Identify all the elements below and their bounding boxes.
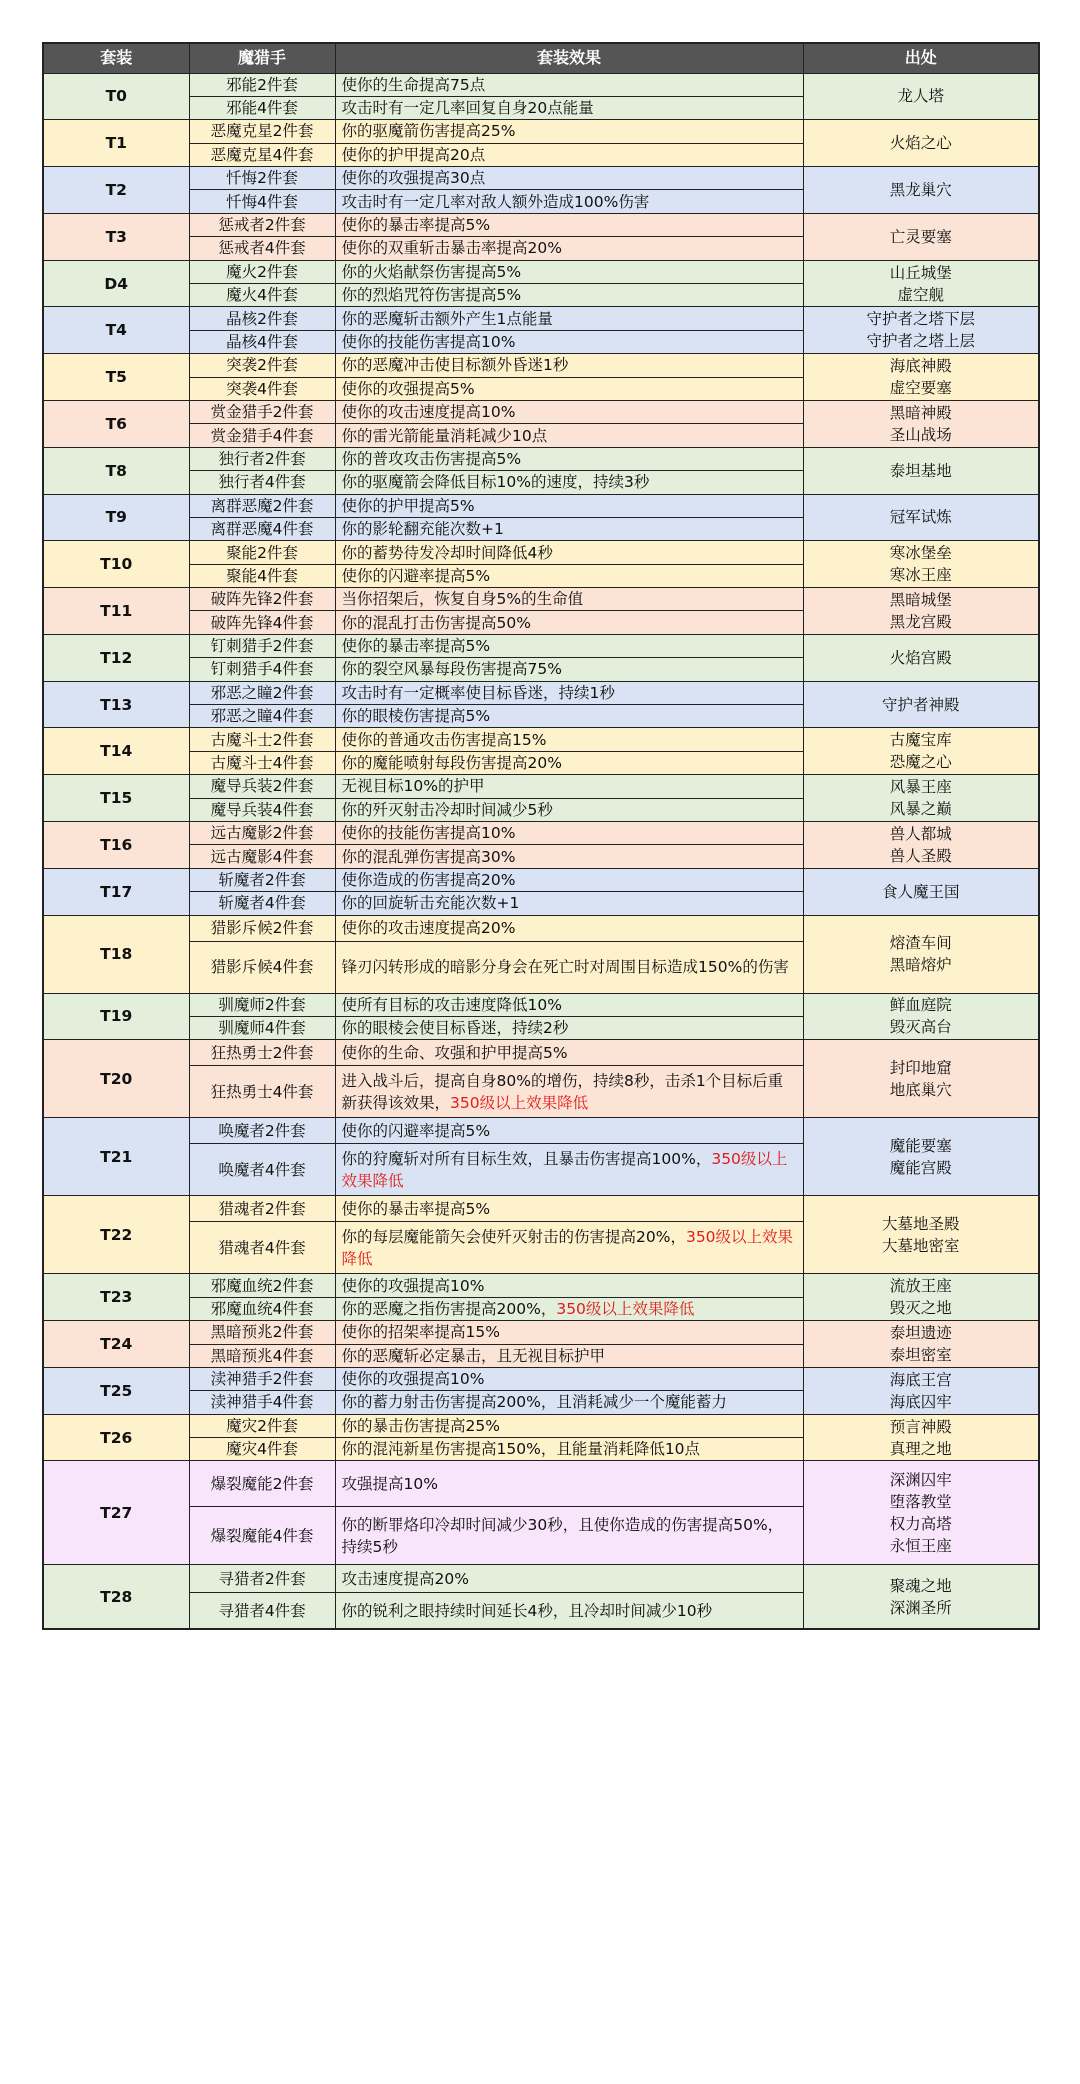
set-name-cell: 爆裂魔能4件套 (189, 1507, 335, 1565)
set-name-cell: 晶核2件套 (189, 307, 335, 330)
set-effect-cell (335, 494, 803, 517)
set-effect-cell (335, 120, 803, 143)
set-name-cell: 斩魔者2件套 (189, 868, 335, 891)
set-effect-cell (335, 751, 803, 774)
table-row (43, 915, 1039, 941)
effect-text: 你的裂空风暴每段伤害提高75% (341, 660, 562, 679)
set-effect-cell (335, 822, 803, 845)
source-cell: 海底神殿 虚空要塞 (803, 354, 1039, 401)
set-effect-cell (335, 167, 803, 190)
table-row (43, 494, 1039, 517)
table-row (43, 868, 1039, 891)
set-effect-cell (335, 190, 803, 213)
set-effect-cell (335, 1414, 803, 1437)
set-effect-cell (335, 681, 803, 704)
effect-text: 使你的普通攻击伤害提高15% (341, 730, 547, 749)
set-effect-cell (335, 517, 803, 540)
set-effect-cell (335, 1144, 803, 1196)
set-name-cell: 独行者2件套 (189, 447, 335, 470)
set-name-cell: 唤魔者4件套 (189, 1144, 335, 1196)
tier-cell: T3 (43, 213, 189, 260)
tier-cell: T27 (43, 1461, 189, 1565)
set-name-cell: 惩戒者4件套 (189, 237, 335, 260)
table-row (43, 447, 1039, 470)
set-effect-cell (335, 1040, 803, 1066)
table-row (43, 1367, 1039, 1390)
effect-text: 使你的攻强提高5% (341, 379, 475, 398)
table-header (43, 43, 1039, 73)
table-row (43, 634, 1039, 657)
effect-text: 你的蓄力射击伤害提高200%，且消耗减少一个魔能蓄力 (341, 1393, 727, 1412)
effect-text: 你的恶魔冲击使目标额外昏迷1秒 (341, 356, 569, 375)
source-cell: 熔渣车间 黑暗熔炉 (803, 915, 1039, 993)
set-name-cell: 邪恶之瞳2件套 (189, 681, 335, 704)
source-cell: 火焰之心 (803, 120, 1039, 167)
set-effect-cell (335, 1118, 803, 1144)
source-cell: 大墓地圣殿 大墓地密室 (803, 1196, 1039, 1274)
set-effect-cell (335, 1438, 803, 1461)
table-row (43, 260, 1039, 283)
set-effect-cell (335, 564, 803, 587)
set-name-cell: 赏金猎手4件套 (189, 424, 335, 447)
set-name-cell: 魔火2件套 (189, 260, 335, 283)
set-effect-cell (335, 1321, 803, 1344)
tier-cell: T23 (43, 1274, 189, 1321)
header-set: 套装 (43, 43, 189, 73)
table-row (43, 1118, 1039, 1144)
set-effect-cell (335, 915, 803, 941)
effect-text: 使你的攻击速度提高20% (341, 919, 516, 938)
source-cell: 聚魂之地 深渊圣所 (803, 1565, 1039, 1629)
set-effect-cell (335, 1507, 803, 1565)
tier-cell: T17 (43, 868, 189, 915)
effect-text: 使你的暴击率提高5% (341, 1199, 491, 1218)
set-name-cell: 魔导兵装2件套 (189, 775, 335, 798)
level-warning-text: 350级以上效果降低 (450, 1093, 589, 1112)
effect-text: 你的驱魔箭会降低目标10%的速度，持续3秒 (341, 473, 650, 492)
set-name-cell: 邪恶之瞳4件套 (189, 705, 335, 728)
set-effect-cell (335, 798, 803, 821)
effect-text: 攻击速度提高20% (341, 1569, 469, 1588)
set-effect-cell (335, 775, 803, 798)
table-row (43, 775, 1039, 798)
set-name-cell: 渎神猎手4件套 (189, 1391, 335, 1414)
set-name-cell: 邪魔血统4件套 (189, 1297, 335, 1320)
set-name-cell: 古魔斗士2件套 (189, 728, 335, 751)
set-name-cell: 黑暗预兆4件套 (189, 1344, 335, 1367)
set-name-cell: 渎神猎手2件套 (189, 1367, 335, 1390)
effect-text: 使你的技能伤害提高10% (341, 332, 516, 351)
set-name-cell: 恶魔克星4件套 (189, 143, 335, 166)
set-effect-cell (335, 1391, 803, 1414)
effect-text: 你的恶魔之指伤害提高200%， (341, 1299, 557, 1318)
source-cell: 冠军试炼 (803, 494, 1039, 541)
source-cell: 古魔宝库 恐魔之心 (803, 728, 1039, 775)
source-cell: 兽人都城 兽人圣殿 (803, 822, 1039, 869)
tier-cell: T2 (43, 167, 189, 214)
set-name-cell: 邪能2件套 (189, 73, 335, 96)
effect-text: 使你的攻强提高30点 (341, 169, 486, 188)
set-name-cell: 远古魔影4件套 (189, 845, 335, 868)
tier-cell: T6 (43, 400, 189, 447)
tier-cell: T15 (43, 775, 189, 822)
effect-text: 你的雷光箭能量消耗减少10点 (341, 426, 548, 445)
source-cell: 黑龙巢穴 (803, 167, 1039, 214)
set-effect-cell (335, 1274, 803, 1297)
source-cell: 海底王宫 海底囚牢 (803, 1367, 1039, 1414)
effect-text: 你的每层魔能箭矢会使歼灭射击的伤害提高20%， (341, 1227, 686, 1246)
tier-cell: T12 (43, 634, 189, 681)
set-effect-cell (335, 1461, 803, 1507)
effect-text: 使你的技能伤害提高10% (341, 824, 516, 843)
set-name-cell: 寻猎者2件套 (189, 1565, 335, 1593)
set-name-cell: 破阵先锋4件套 (189, 611, 335, 634)
tier-cell: T13 (43, 681, 189, 728)
effect-text: 使你的闪避率提高5% (341, 566, 491, 585)
tier-cell: T22 (43, 1196, 189, 1274)
set-effect-cell (335, 1066, 803, 1118)
set-name-cell: 突袭2件套 (189, 354, 335, 377)
set-effect-cell (335, 658, 803, 681)
source-cell: 风暴王座 风暴之巅 (803, 775, 1039, 822)
table-row (43, 681, 1039, 704)
table-row (43, 1565, 1039, 1593)
tier-cell: T28 (43, 1565, 189, 1629)
table-row (43, 588, 1039, 611)
tier-cell: T24 (43, 1321, 189, 1368)
set-effect-cell (335, 728, 803, 751)
set-effect-cell (335, 284, 803, 307)
effect-text: 你的暴击伤害提高25% (341, 1416, 500, 1435)
effect-text: 使你的护甲提高20点 (341, 145, 486, 164)
set-effect-cell (335, 73, 803, 96)
set-effect-cell (335, 260, 803, 283)
set-effect-cell (335, 868, 803, 891)
tier-cell: T4 (43, 307, 189, 354)
tier-cell: T26 (43, 1414, 189, 1461)
set-effect-cell (335, 96, 803, 119)
table-row (43, 1461, 1039, 1507)
set-name-cell: 驯魔师4件套 (189, 1016, 335, 1039)
table-row (43, 993, 1039, 1016)
set-name-cell: 忏悔2件套 (189, 167, 335, 190)
set-effect-cell (335, 143, 803, 166)
set-table-container (42, 42, 1038, 1630)
set-effect-cell (335, 424, 803, 447)
set-name-cell: 古魔斗士4件套 (189, 751, 335, 774)
effect-text: 你的混乱弹伤害提高30% (341, 847, 516, 866)
set-name-cell: 聚能2件套 (189, 541, 335, 564)
source-cell: 流放王座 毁灭之地 (803, 1274, 1039, 1321)
effect-text: 攻击时有一定几率对敌人额外造成100%伤害 (341, 192, 650, 211)
table-row (43, 1274, 1039, 1297)
set-name-cell: 狂热勇士4件套 (189, 1066, 335, 1118)
effect-text: 你的影轮翻充能次数+1 (341, 520, 504, 539)
source-cell: 魔能要塞 魔能宫殿 (803, 1118, 1039, 1196)
effect-text: 无视目标10%的护甲 (341, 777, 485, 796)
tier-cell: T5 (43, 354, 189, 401)
set-name-cell: 赏金猎手2件套 (189, 400, 335, 423)
set-name-cell: 邪能4件套 (189, 96, 335, 119)
table-row (43, 822, 1039, 845)
effect-text: 你的歼灭射击冷却时间减少5秒 (341, 800, 553, 819)
source-cell: 寒冰堡垒 寒冰王座 (803, 541, 1039, 588)
set-name-cell: 黑暗预兆2件套 (189, 1321, 335, 1344)
set-effect-cell (335, 941, 803, 993)
set-name-cell: 聚能4件套 (189, 564, 335, 587)
source-cell: 黑暗神殿 圣山战场 (803, 400, 1039, 447)
table-row (43, 354, 1039, 377)
effect-text: 你的断罪烙印冷却时间减少30秒，且使你造成的伤害提高50%，持续5秒 (341, 1515, 784, 1556)
effect-text: 你的恶魔斩必定暴击，且无视目标护甲 (341, 1346, 606, 1365)
set-effect-cell (335, 1593, 803, 1629)
tier-cell: T21 (43, 1118, 189, 1196)
set-effect-cell (335, 400, 803, 423)
tier-cell: T19 (43, 993, 189, 1040)
tier-cell: D4 (43, 260, 189, 307)
table-row (43, 307, 1039, 330)
table-row (43, 1040, 1039, 1066)
set-effect-cell (335, 705, 803, 728)
effect-text: 你的火焰献祭伤害提高5% (341, 262, 522, 281)
effect-text: 使所有目标的攻击速度降低10% (341, 995, 562, 1014)
table-row (43, 167, 1039, 190)
level-warning-text: 350级以上效果降低 (341, 1227, 794, 1268)
table-row (43, 73, 1039, 96)
set-effect-cell (335, 588, 803, 611)
source-cell: 泰坦基地 (803, 447, 1039, 494)
source-cell: 鲜血庭院 毁灭高台 (803, 993, 1039, 1040)
set-bonus-table (42, 42, 1040, 1630)
set-effect-cell (335, 993, 803, 1016)
set-effect-cell (335, 1196, 803, 1222)
tier-cell: T16 (43, 822, 189, 869)
set-name-cell: 驯魔师2件套 (189, 993, 335, 1016)
set-name-cell: 魔灾4件套 (189, 1438, 335, 1461)
source-cell: 食人魔王国 (803, 868, 1039, 915)
source-cell: 封印地窟 地底巢穴 (803, 1040, 1039, 1118)
effect-text: 使你的攻击速度提高10% (341, 403, 516, 422)
set-name-cell: 魔灾2件套 (189, 1414, 335, 1437)
set-effect-cell (335, 892, 803, 915)
set-name-cell: 独行者4件套 (189, 471, 335, 494)
effect-text: 你的驱魔箭伤害提高25% (341, 122, 516, 141)
effect-text: 你的狩魔斩对所有目标生效，且暴击伤害提高100%， (341, 1149, 712, 1168)
table-row (43, 400, 1039, 423)
table-row (43, 541, 1039, 564)
set-name-cell: 猎影斥候4件套 (189, 941, 335, 993)
set-name-cell: 狂热勇士2件套 (189, 1040, 335, 1066)
set-name-cell: 忏悔4件套 (189, 190, 335, 213)
set-name-cell: 猎魂者4件套 (189, 1222, 335, 1274)
set-effect-cell (335, 330, 803, 353)
table-row (43, 213, 1039, 236)
level-warning-text: 350级以上效果降低 (341, 1149, 788, 1190)
set-effect-cell (335, 237, 803, 260)
tier-cell: T18 (43, 915, 189, 993)
set-effect-cell (335, 1297, 803, 1320)
source-cell: 守护者之塔下层 守护者之塔上层 (803, 307, 1039, 354)
set-name-cell: 晶核4件套 (189, 330, 335, 353)
source-cell: 火焰宫殿 (803, 634, 1039, 681)
effect-text: 你的混沌新星伤害提高150%，且能量消耗降低10点 (341, 1440, 701, 1459)
set-effect-cell (335, 1367, 803, 1390)
set-name-cell: 惩戒者2件套 (189, 213, 335, 236)
effect-text: 当你招架后，恢复自身5%的生命值 (341, 590, 584, 609)
set-name-cell: 钉刺猎手2件套 (189, 634, 335, 657)
header-hunter: 魔猎手 (189, 43, 335, 73)
tier-cell: T20 (43, 1040, 189, 1118)
set-effect-cell (335, 447, 803, 470)
set-effect-cell (335, 307, 803, 330)
set-name-cell: 破阵先锋2件套 (189, 588, 335, 611)
set-effect-cell (335, 1565, 803, 1593)
header-row (43, 43, 1039, 73)
source-cell: 预言神殿 真理之地 (803, 1414, 1039, 1461)
source-cell: 亡灵要塞 (803, 213, 1039, 260)
set-effect-cell (335, 213, 803, 236)
effect-text: 你的混乱打击伤害提高50% (341, 613, 531, 632)
set-effect-cell (335, 845, 803, 868)
tier-cell: T11 (43, 588, 189, 635)
tier-cell: T1 (43, 120, 189, 167)
set-name-cell: 邪魔血统2件套 (189, 1274, 335, 1297)
set-effect-cell (335, 541, 803, 564)
set-effect-cell (335, 471, 803, 494)
table-row (43, 1414, 1039, 1437)
effect-text: 使你的双重斩击暴击率提高20% (341, 239, 562, 258)
set-name-cell: 猎魂者2件套 (189, 1196, 335, 1222)
set-name-cell: 唤魔者2件套 (189, 1118, 335, 1144)
effect-text: 你的回旋斩击充能次数+1 (341, 894, 520, 913)
effect-text: 使你的招架率提高15% (341, 1323, 500, 1342)
tier-cell: T8 (43, 447, 189, 494)
effect-text: 攻强提高10% (341, 1474, 438, 1493)
effect-text: 你的烈焰咒符伤害提高5% (341, 286, 522, 305)
set-effect-cell (335, 1222, 803, 1274)
level-warning-text: 350级以上效果降低 (556, 1299, 695, 1318)
effect-text: 你的眼棱会使目标昏迷，持续2秒 (341, 1019, 569, 1038)
tier-cell: T9 (43, 494, 189, 541)
source-cell: 山丘城堡 虚空舰 (803, 260, 1039, 307)
effect-text: 使你的攻强提高10% (341, 1276, 485, 1295)
effect-text: 你的眼棱伤害提高5% (341, 707, 491, 726)
header-effect: 套装效果 (335, 43, 803, 73)
set-name-cell: 猎影斥候2件套 (189, 915, 335, 941)
set-effect-cell (335, 1016, 803, 1039)
source-cell: 深渊囚牢 堕落教堂 权力高塔 永恒王座 (803, 1461, 1039, 1565)
effect-text: 使你的暴击率提高5% (341, 637, 491, 656)
tier-cell: T14 (43, 728, 189, 775)
set-name-cell: 突袭4件套 (189, 377, 335, 400)
table-row (43, 728, 1039, 751)
effect-text: 使你的暴击率提高5% (341, 216, 491, 235)
set-name-cell: 寻猎者4件套 (189, 1593, 335, 1629)
set-effect-cell (335, 634, 803, 657)
set-effect-cell (335, 1344, 803, 1367)
effect-text: 使你的生命提高75点 (341, 75, 486, 94)
set-name-cell: 爆裂魔能2件套 (189, 1461, 335, 1507)
table-row (43, 120, 1039, 143)
effect-text: 你的锐利之眼持续时间延长4秒，且冷却时间减少10秒 (341, 1601, 713, 1620)
source-cell: 泰坦遗迹 泰坦密室 (803, 1321, 1039, 1368)
set-name-cell: 离群恶魔2件套 (189, 494, 335, 517)
effect-text: 你的恶魔斩击额外产生1点能量 (341, 309, 553, 328)
table-body (43, 73, 1039, 1629)
set-name-cell: 离群恶魔4件套 (189, 517, 335, 540)
source-cell: 龙人塔 (803, 73, 1039, 120)
set-name-cell: 魔导兵装4件套 (189, 798, 335, 821)
source-cell: 黑暗城堡 黑龙宫殿 (803, 588, 1039, 635)
tier-cell: T25 (43, 1367, 189, 1414)
set-name-cell: 斩魔者4件套 (189, 892, 335, 915)
set-effect-cell (335, 354, 803, 377)
set-effect-cell (335, 377, 803, 400)
source-cell: 守护者神殿 (803, 681, 1039, 728)
effect-text: 你的普攻攻击伤害提高5% (341, 449, 522, 468)
effect-text: 攻击时有一定概率使目标昏迷，持续1秒 (341, 683, 615, 702)
header-source: 出处 (803, 43, 1039, 73)
effect-text: 进入战斗后，提高自身80%的增伤，持续8秒，击杀1个目标后重新获得该效果， (341, 1071, 784, 1112)
table-row (43, 1321, 1039, 1344)
table-row (43, 1196, 1039, 1222)
effect-text: 使你的护甲提高5% (341, 496, 475, 515)
set-effect-cell (335, 611, 803, 634)
set-name-cell: 远古魔影2件套 (189, 822, 335, 845)
effect-text: 攻击时有一定几率回复自身20点能量 (341, 99, 594, 118)
effect-text: 使你的攻强提高10% (341, 1370, 485, 1389)
effect-text: 你的蓄势待发冷却时间降低4秒 (341, 543, 553, 562)
effect-text: 锋刃闪转形成的暗影分身会在死亡时对周围目标造成150%的伤害 (341, 958, 789, 977)
set-name-cell: 恶魔克星2件套 (189, 120, 335, 143)
tier-cell: T0 (43, 73, 189, 120)
effect-text: 使你造成的伤害提高20% (341, 870, 516, 889)
set-name-cell: 魔火4件套 (189, 284, 335, 307)
effect-text: 使你的闪避率提高5% (341, 1121, 491, 1140)
effect-text: 使你的生命、攻强和护甲提高5% (341, 1043, 568, 1062)
tier-cell: T10 (43, 541, 189, 588)
set-name-cell: 钉刺猎手4件套 (189, 658, 335, 681)
effect-text: 你的魔能喷射每段伤害提高20% (341, 754, 562, 773)
